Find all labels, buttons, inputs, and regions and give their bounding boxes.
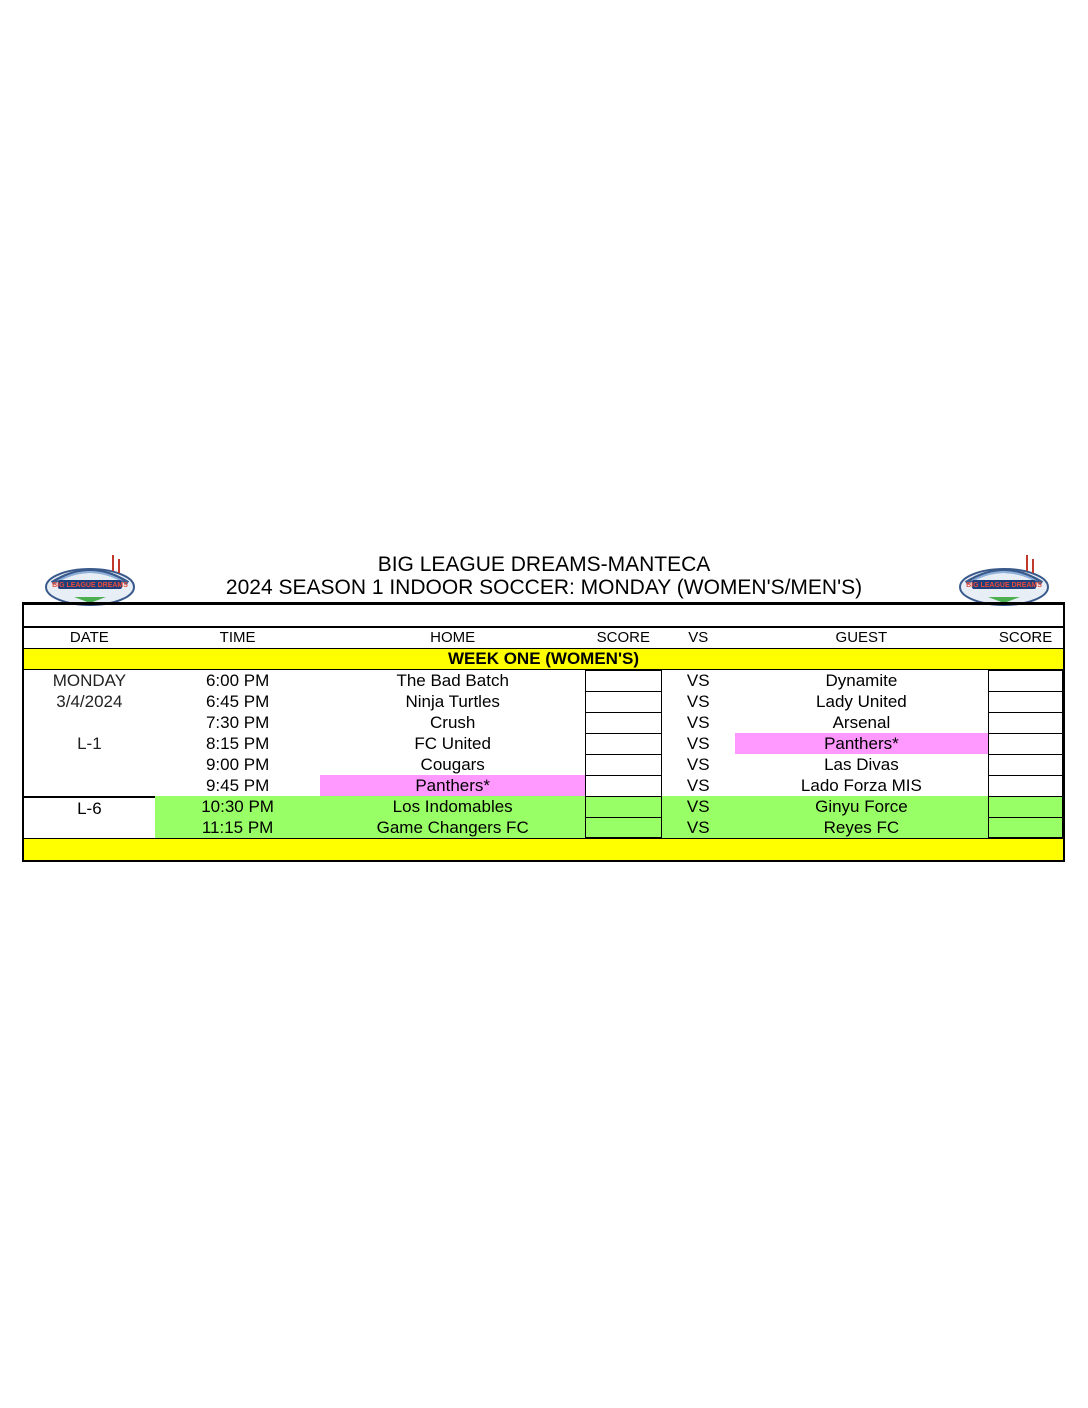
home-team: Los Indomables <box>320 796 584 817</box>
col-header-date: DATE <box>69 629 109 646</box>
home-team: The Bad Batch <box>396 671 509 690</box>
table-row <box>24 754 1063 775</box>
page-subtitle: 2024 SEASON 1 INDOOR SOCCER: MONDAY (WOMEN'S/MEN'S) <box>225 576 863 599</box>
guest-score-box[interactable] <box>988 733 1063 754</box>
game-time: 9:00 PM <box>205 755 270 774</box>
col-header-vs: VS <box>688 629 709 646</box>
home-team: Panthers* <box>320 775 584 796</box>
guest-team: Reyes FC <box>735 817 989 838</box>
home-score-box[interactable] <box>585 775 662 796</box>
date-empty <box>24 775 155 796</box>
date-day: MONDAY <box>52 671 127 690</box>
home-team: Ninja Turtles <box>405 692 500 711</box>
vs-label: VS <box>686 671 710 690</box>
vs-label: VS <box>686 734 710 753</box>
vs-label: VS <box>662 817 735 838</box>
vs-label: VS <box>686 755 710 774</box>
table-row <box>24 775 1063 796</box>
col-header-time: TIME <box>219 629 256 646</box>
col-header-guest: GUEST <box>835 629 888 646</box>
game-time: 7:30 PM <box>205 713 270 732</box>
guest-team: Ginyu Force <box>735 796 989 817</box>
schedule-table <box>22 626 1065 862</box>
svg-text:BIG LEAGUE DREAMS: BIG LEAGUE DREAMS <box>52 582 128 589</box>
home-score-box[interactable] <box>585 712 662 733</box>
table-row <box>24 796 1063 817</box>
header-rule-center <box>138 602 958 605</box>
guest-score-box[interactable] <box>988 670 1063 691</box>
home-score-box[interactable] <box>585 670 662 691</box>
game-time: 9:45 PM <box>205 776 270 795</box>
vs-label: VS <box>662 796 735 817</box>
table-row <box>24 733 1063 754</box>
home-team: FC United <box>414 734 491 753</box>
guest-score-box[interactable] <box>988 712 1063 733</box>
date-value: 3/4/2024 <box>56 692 123 711</box>
guest-team: Dynamite <box>825 671 898 690</box>
home-score-box[interactable] <box>585 754 662 775</box>
guest-score-box[interactable] <box>988 775 1063 796</box>
home-score-box[interactable] <box>585 691 662 712</box>
col-header-guest-score: SCORE <box>998 629 1053 646</box>
guest-team: Lado Forza MIS <box>800 776 922 795</box>
home-team: Cougars <box>420 755 485 774</box>
guest-score-box[interactable] <box>988 754 1063 775</box>
home-score-box[interactable] <box>585 796 662 817</box>
date-empty <box>24 712 155 733</box>
vs-label: VS <box>686 692 710 711</box>
league-label: L-6 <box>24 796 155 817</box>
game-time: 11:15 PM <box>155 817 321 838</box>
header-rule-right <box>958 602 1065 605</box>
table-row <box>24 691 1063 712</box>
home-score-box[interactable] <box>585 733 662 754</box>
table-row <box>24 712 1063 733</box>
date-empty <box>24 754 155 775</box>
game-time: 8:15 PM <box>205 734 270 753</box>
date-empty <box>24 817 155 838</box>
header-rule-tick-left <box>22 602 24 626</box>
game-time: 6:45 PM <box>205 692 270 711</box>
col-header-home: HOME <box>430 629 476 646</box>
col-header-home-score: SCORE <box>596 629 651 646</box>
guest-score-box[interactable] <box>988 796 1063 817</box>
svg-text:BIG LEAGUE DREAMS: BIG LEAGUE DREAMS <box>966 582 1042 589</box>
vs-label: VS <box>686 776 710 795</box>
footer-banner <box>24 838 1063 860</box>
league-label: L-1 <box>77 734 102 753</box>
guest-score-box[interactable] <box>988 817 1063 838</box>
header-rule-left <box>22 602 138 605</box>
home-team: Crush <box>430 713 476 732</box>
table-row <box>24 817 1063 838</box>
guest-team: Las Divas <box>824 755 899 774</box>
table-row <box>24 670 1063 691</box>
header-rule-tick-right <box>1063 602 1065 626</box>
page-title: BIG LEAGUE DREAMS-MANTECA <box>377 553 711 576</box>
guest-team: Panthers* <box>735 733 989 754</box>
guest-team: Lady United <box>816 692 907 711</box>
game-time: 10:30 PM <box>155 796 321 817</box>
home-team: Game Changers FC <box>320 817 584 838</box>
vs-label: VS <box>686 713 710 732</box>
table-header-row <box>24 628 1063 649</box>
guest-score-box[interactable] <box>988 691 1063 712</box>
week-banner: WEEK ONE (WOMEN'S) <box>24 649 1063 670</box>
home-score-box[interactable] <box>585 817 662 838</box>
game-time: 6:00 PM <box>205 671 270 690</box>
guest-team: Arsenal <box>832 713 891 732</box>
